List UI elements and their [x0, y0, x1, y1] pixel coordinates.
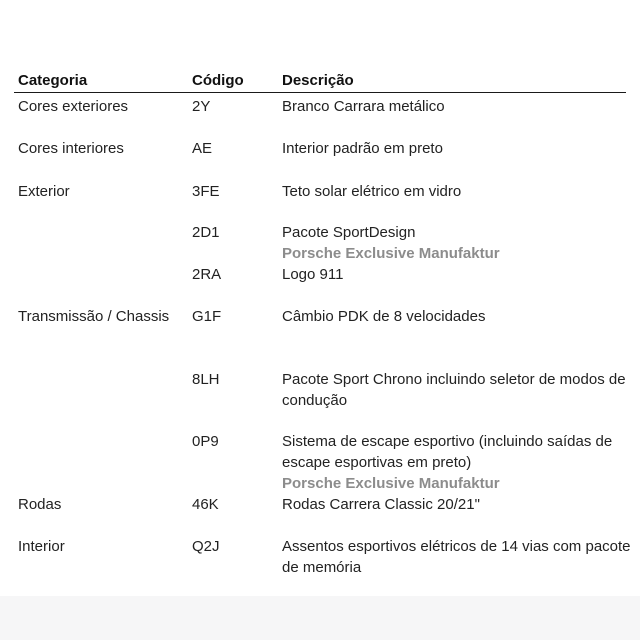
row-code: Q2J	[192, 538, 220, 555]
row-code: 2Y	[192, 98, 211, 115]
header-description: Descrição	[282, 72, 354, 89]
table-header	[14, 70, 626, 93]
header-code: Código	[192, 72, 244, 89]
row-description: Assentos esportivos elétricos de 14 vias com pacote de memória	[282, 538, 631, 576]
row-code: 8LH	[192, 371, 220, 388]
row-category: Rodas	[18, 496, 62, 513]
row-category: Cores exteriores	[18, 98, 129, 115]
row-code: AE	[192, 140, 213, 157]
row-description: Teto solar elétrico em vidro	[282, 183, 462, 200]
page-bottom-band	[0, 596, 640, 640]
row-category: Exterior	[18, 183, 70, 200]
header-category: Categoria	[18, 72, 88, 89]
row-description: Logo 911	[282, 266, 344, 283]
row-description: Pacote SportDesign	[282, 224, 416, 241]
row-code: G1F	[192, 308, 222, 325]
row-code: 0P9	[192, 433, 219, 450]
row-category: Interior	[18, 538, 65, 555]
row-description: Sistema de escape esportivo (incluindo saídas de escape esportivas em preto)	[282, 433, 613, 471]
row-code: 46K	[192, 496, 219, 513]
row-category: Cores interiores	[18, 140, 124, 157]
exclusive-manufaktur-note: Porsche Exclusive Manufaktur	[282, 245, 500, 262]
row-description: Branco Carrara metálico	[282, 98, 445, 115]
row-code: 3FE	[192, 183, 220, 200]
exclusive-manufaktur-note: Porsche Exclusive Manufaktur	[282, 475, 500, 492]
row-description: Câmbio PDK de 8 velocidades	[282, 308, 486, 325]
row-code: 2D1	[192, 224, 220, 241]
row-description: Interior padrão em preto	[282, 140, 443, 157]
row-description: Pacote Sport Chrono incluindo seletor de modos de condução	[282, 371, 626, 409]
row-description: Rodas Carrera Classic 20/21"	[282, 496, 480, 513]
row-category: Transmissão / Chassis	[18, 308, 170, 325]
row-code: 2RA	[192, 266, 222, 283]
